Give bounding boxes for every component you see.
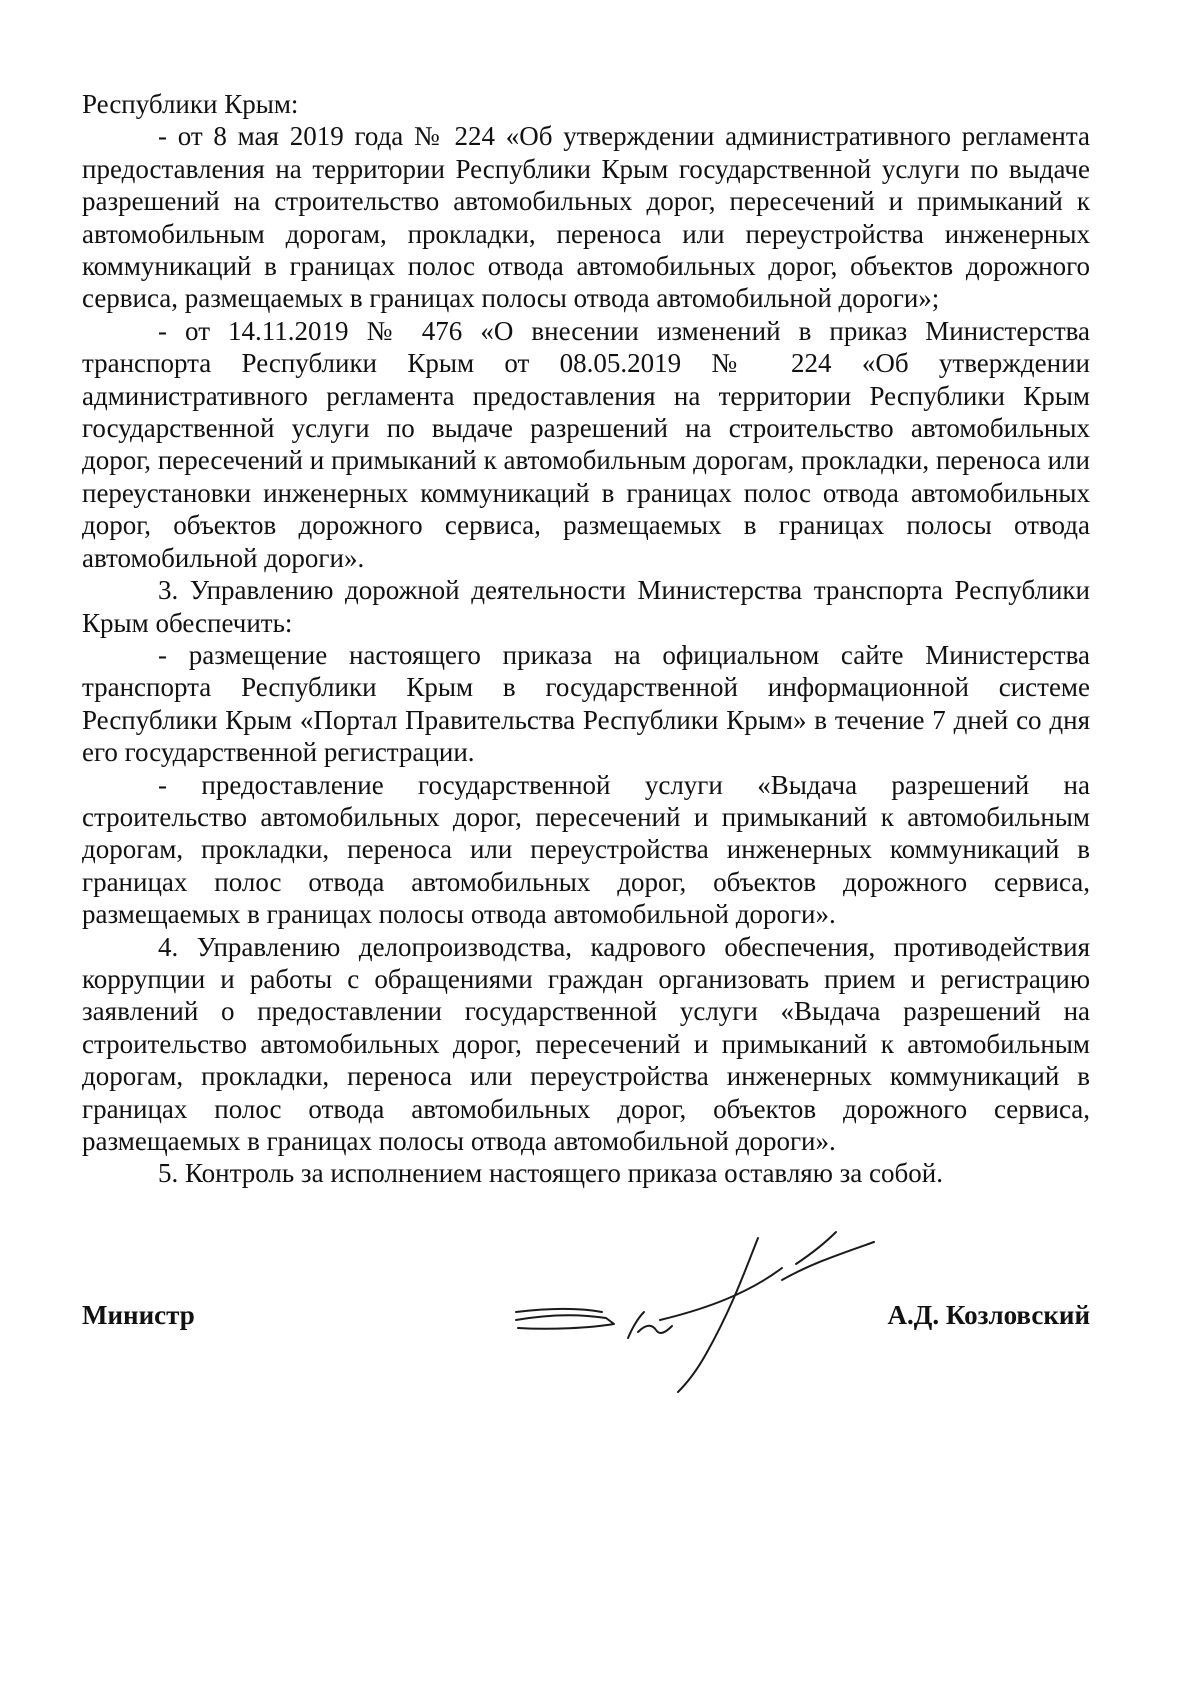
handwritten-signature bbox=[510, 1228, 930, 1398]
paragraph-service-provision: - предоставление государственной услуги «Выдача разрешений на строительство автомобильных дорог, пересечений и примыканий к автомобильным дорогам, прокладки, переноса или переустройства инженерных коммуникаций в границах полос отвода автомобильных дорог, объектов дорожного сервиса, размещаемых в границах полосы отвода автомобильной дороги». bbox=[82, 769, 1090, 930]
paragraph-publication: - размещение настоящего приказа на официальном сайте Министерства транспорта Республики Крым в государственной информационной системе Республики Крым «Портал Правительства Республики Крым» в течение 7 дней со дня его государственной регистрации. bbox=[82, 639, 1090, 768]
signer-title: Министр bbox=[82, 1300, 195, 1330]
paragraph-order-224: - от 8 мая 2019 года № 224 «Об утверждении административного регламента предоставления на территории Республики Крым государственной услуги по выдаче разрешений на строительство автомобильных дорог, пересечений и примыканий к автомобильным дорогам, прокладки, переноса или переустройства инженерных коммуникаций в границах полос отвода автомобильных дорог, объектов дорожного сервиса, размещаемых в границах полосы отвода автомобильной дороги»; bbox=[82, 121, 1090, 314]
signer-name: А.Д. Козловский bbox=[887, 1300, 1090, 1330]
document-body bbox=[82, 88, 1090, 1190]
paragraph-item-3: 3. Управлению дорожной деятельности Министерства транспорта Республики Крым обеспечить: bbox=[82, 575, 1090, 638]
paragraph-republic-heading: Республики Крым: bbox=[82, 89, 299, 119]
paragraph-order-476: - от 14.11.2019 № 476 «О внесении изменений в приказ Министерства транспорта Республики Крым от 08.05.2019 № 224 «Об утверждении административного регламента предоставления на территории Республики Крым государственной услуги по выдаче разрешений на строительство автомобильных дорог, пересечений и примыканий к автомобильным дорогам, прокладки, переноса или переустановки инженерных коммуникаций в границах полос отвода автомобильных дорог, объектов дорожного сервиса, размещаемых в границах полосы отвода автомобильной дороги». bbox=[82, 315, 1090, 573]
paragraph-item-5: 5. Контроль за исполнением настоящего приказа оставляю за собой. bbox=[158, 1158, 943, 1189]
paragraph-item-4: 4. Управлению делопроизводства, кадрового обеспечения, противодействия коррупции и работы с обращениями граждан организовать прием и регистрацию заявлений о предоставлении государственной услуги «Выдача разрешений на строительство автомобильных дорог, пересечений и примыканий к автомобильным дорогам, прокладки, переноса или переустройства инженерных коммуникаций в границах полос отвода автомобильных дорог, объектов дорожного сервиса, размещаемых в границах полосы отвода автомобильной дороги». bbox=[82, 931, 1090, 1156]
